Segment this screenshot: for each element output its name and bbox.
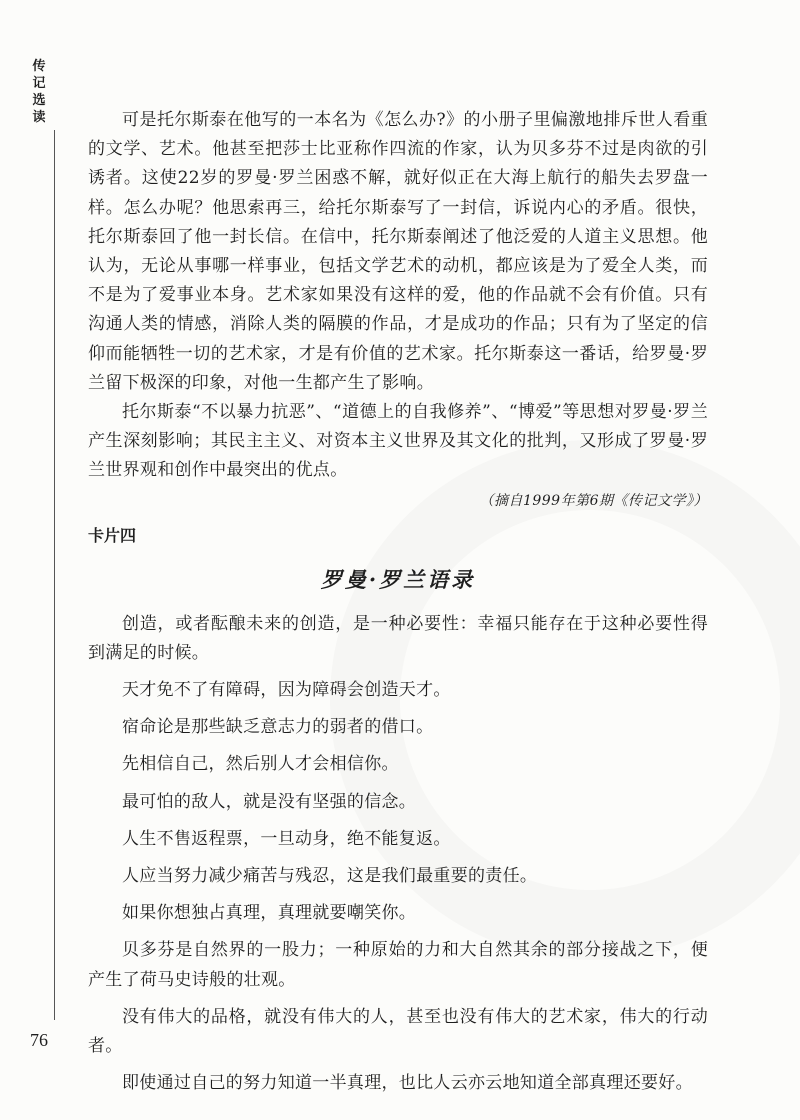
source-citation: （摘自1999年第6期《传记文学》）	[479, 492, 708, 509]
quote-item: 天才免不了有障碍，因为障碍会创造天才。	[122, 680, 451, 701]
quote-item: 没有伟大的品格，就没有伟大的人，甚至也没有伟大的艺术家，伟大的行动者。	[88, 1006, 708, 1057]
quote-item: 贝多芬是自然界的一股力；一种原始的力和大自然其余的部分接战之下，便产生了荷马史诗般的壮观。	[88, 940, 708, 990]
book-title-char: 传	[32, 59, 46, 74]
section-title: 罗曼·罗兰语录	[320, 566, 476, 592]
book-title-char: 选	[32, 93, 46, 108]
quote-item: 人生不售返程票，一旦动身，绝不能复返。	[122, 828, 451, 849]
page-content	[88, 106, 708, 1106]
side-rule	[54, 130, 55, 1020]
book-title-vertical	[30, 58, 48, 126]
body-paragraph: 可是托尔斯泰在他写的一本名为《怎么办?》的小册子里偏激地排斥世人看重的文学、艺术。他甚至把莎士比亚称作四流的作家，认为贝多芬不过是肉欲的引诱者。这使22岁的罗曼·罗兰困惑不解，就好似正在大海上航行的船失去罗盘一样。怎么办呢？他思索再三，给托尔斯泰写了一封信，诉说内心的矛盾。很快，托尔斯泰回了他一封长信。在信中，托尔斯泰阐述了他泛爱的人道主义思想。他认为，无论从事哪一样事业，包括文学艺术的动机，都应该是为了爱全人类，而不是为了爱事业本身。艺术家如果没有这样的爱，他的作品就不会有价值。只有沟通人类的情感，消除人类的隔膜的作品，才是成功的作品；只有为了坚定的信仰而能牺牲一切的艺术家，才是有价值的艺术家。托尔斯泰这一番话，给罗曼·罗兰留下极深的印象，对他一生都产生了影响。	[88, 110, 708, 393]
book-title-char: 记	[32, 76, 46, 91]
page-number: 76	[30, 1030, 48, 1050]
body-paragraph: 托尔斯泰“不以暴力抗恶”、“道德上的自我修养”、“博爱”等思想对罗曼·罗兰产生深刻影响；其民主主义、对资本主义世界及其文化的批判，又形成了罗曼·罗兰世界观和创作中最突出的优点。	[88, 402, 708, 481]
quote-item: 即使通过自己的努力知道一半真理，也比人云亦云地知道全部真理还要好。	[122, 1073, 693, 1094]
quote-item: 如果你想独占真理，真理就要嘲笑你。	[122, 903, 417, 924]
quote-item: 最可怕的敌人，就是没有坚强的信念。	[122, 791, 417, 812]
quote-list	[88, 610, 708, 1099]
quote-item: 先相信自己，然后别人才会相信你。	[122, 754, 399, 775]
quote-item: 人应当努力减少痛苦与残忍，这是我们最重要的责任。	[122, 866, 538, 887]
quote-item: 创造，或者酝酿未来的创造，是一种必要性：幸福只能存在于这种必要性得到满足的时候。	[88, 613, 708, 663]
card-label: 卡片四	[88, 525, 137, 545]
book-title-char: 读	[32, 110, 46, 125]
quote-item: 宿命论是那些缺乏意志力的弱者的借口。	[122, 717, 434, 738]
